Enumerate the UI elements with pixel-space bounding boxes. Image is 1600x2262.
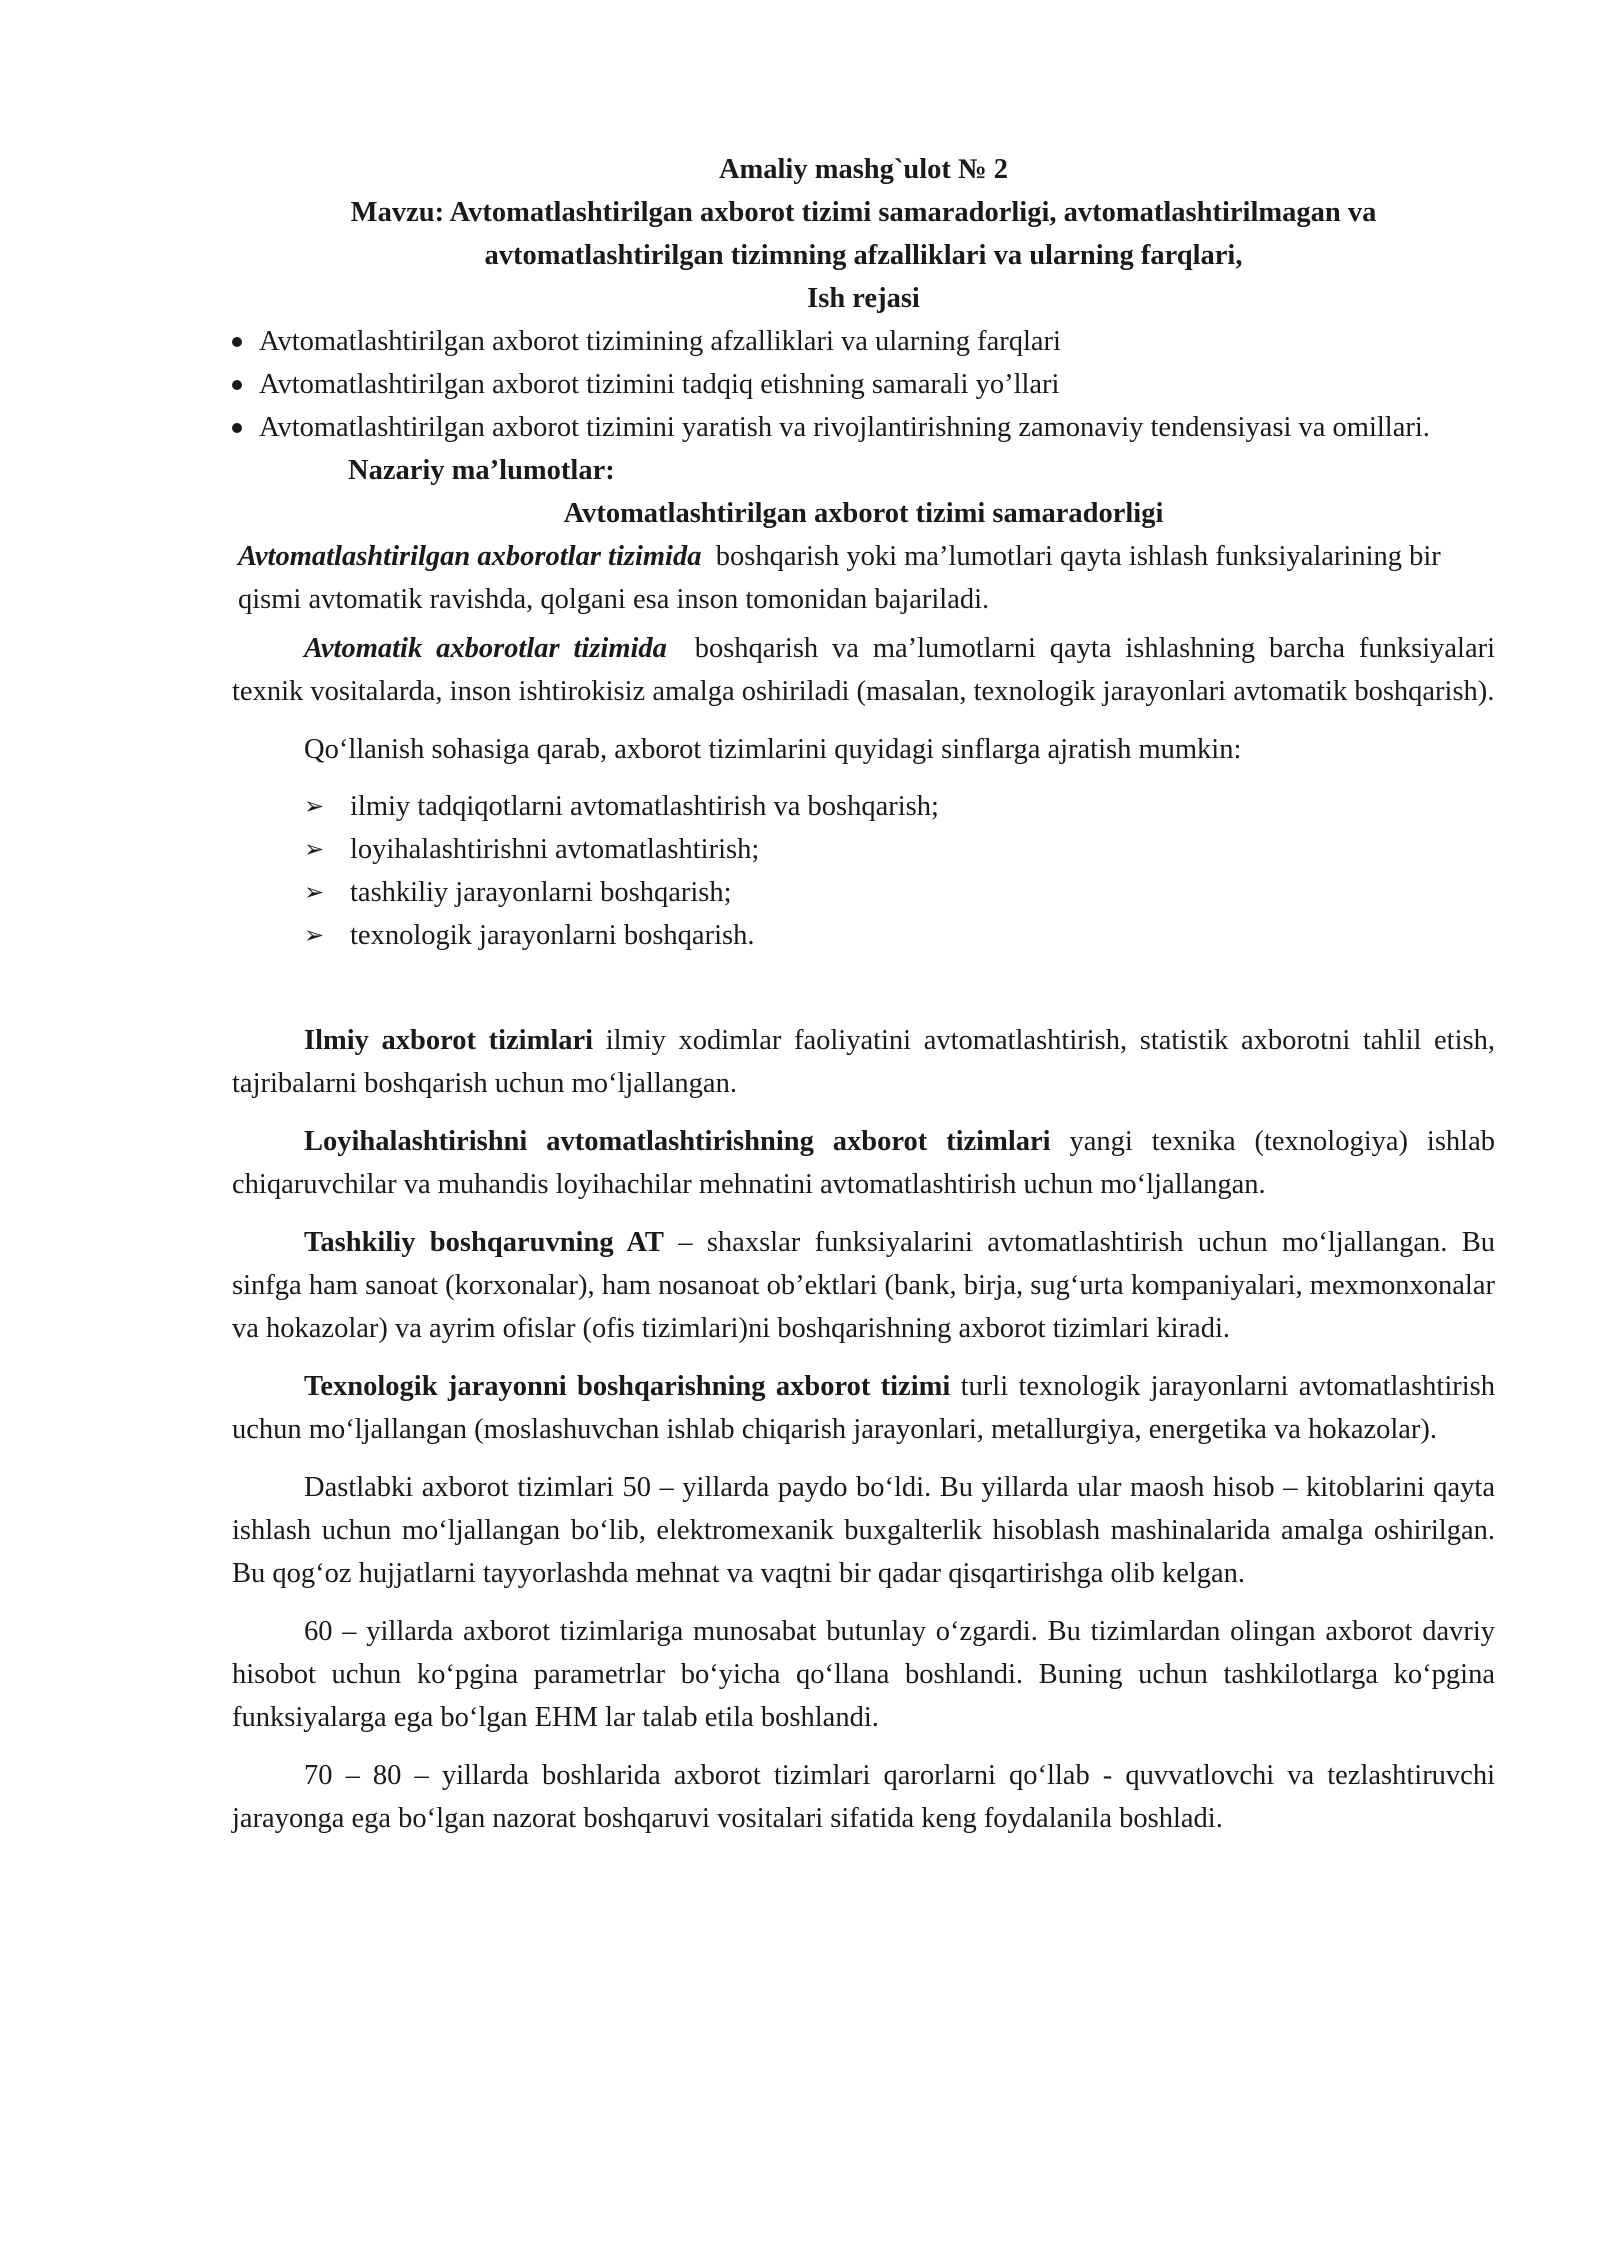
paragraph-history-70s: 70 – 80 – yillarda boshlarida axborot tizimlari qarorlarni qo‘llab - quvvatlovchi va tezlashtiruvchi jarayonga ega bo‘lgan nazorat boshqaruvi vositalari sifatida keng foydalanila boshladi. — [232, 1760, 1495, 1834]
theory-heading: Nazariy ma’lumotlar: — [348, 455, 615, 486]
paragraph-history-60s: 60 – yillarda axborot tizimlariga munosabat butunlay o‘zgardi. Bu tizimlardan olingan axborot davriy hisobot uchun ko‘pgina parametrlar bo‘yicha qo‘llana boshlandi. Buning uchun tashkilotlarga ko‘pgina funksiyalarga ega bo‘lgan EHM lar talab etila boshlandi. — [232, 1616, 1495, 1733]
paragraph-text: – shaxslar funksiyalarini avtomatlashtirish uchun mo‘ljallangan. Bu sinfga ham sanoat (korxonalar), ham nosanoat ob’ektlari (bank, birja, sug‘urta kompaniyalari, mexmonxonalar va hokazolar) va ayrim ofislar (ofis tizimlari)ni boshqarishning axborot tizimlari kiradi. — [232, 1227, 1495, 1344]
arrow-bullet-icon: ➢ — [304, 792, 325, 820]
class-item-text: texnologik jarayonlarni boshqarish. — [350, 920, 755, 951]
paragraph-term: Ilmiy axborot tizimlari — [304, 1025, 594, 1056]
plan-title: Ish rejasi — [807, 283, 920, 314]
arrow-bullet-icon: ➢ — [304, 835, 325, 863]
plan-item-text: Avtomatlashtirilgan axborot tizimini yaratish va rivojlantirishning zamonaviy tendensiyasi va omillari. — [259, 412, 1430, 443]
class-item — [232, 785, 1495, 828]
paragraph-term: Texnologik jarayonni boshqarishning axborot tizimi — [304, 1371, 951, 1402]
class-item-text: tashkiliy jarayonlarni boshqarish; — [350, 877, 732, 908]
definition-text: boshqarish va ma’lumotlarni qayta ishlashning barcha funksiyalari texnik vositalarda, inson ishtirokisiz amalga oshiriladi (masalan, texnologik jarayonlari avtomatik boshqarish). — [232, 633, 1495, 707]
plan-item-text: Avtomatlashtirilgan axborot tizimining afzalliklari va ularning farqlari — [259, 326, 1061, 357]
definition-term: Avtomatik axborotlar tizimida — [304, 633, 667, 664]
topic-line-2: avtomatlashtirilgan tizimning afzalliklari va ularning farqlari, — [484, 240, 1243, 271]
plan-item — [232, 406, 1495, 449]
class-item-text: ilmiy tadqiqotlarni avtomatlashtirish va boshqarish; — [350, 791, 939, 822]
paragraph-term: Loyihalashtirishni avtomatlashtirishning axborot tizimlari — [304, 1126, 1051, 1157]
round-bullet-icon — [232, 337, 242, 347]
arrow-bullet-icon: ➢ — [304, 921, 325, 949]
paragraph-history-50s: Dastlabki axborot tizimlari 50 – yillarda paydo bo‘ldi. Bu yillarda ular maosh hisob – kitoblarini qayta ishlash uchun mo‘ljallangan bo‘lib, elektromexanik buxgalterlik hisoblash mashinalarida amalga oshirilgan. Bu qog‘oz hujjatlarni tayyorlashda mehnat va vaqtni bir qadar qisqartirishga olib kelgan. — [232, 1472, 1495, 1589]
theory-subheading: Avtomatlashtirilgan axborot tizimi samaradorligi — [563, 498, 1164, 529]
paragraph-organizational — [232, 1221, 1495, 1350]
round-bullet-icon — [232, 380, 242, 390]
paragraph-term: Tashkiliy boshqaruvning AT — [304, 1227, 664, 1258]
plan-item — [232, 320, 1495, 363]
plan-list — [232, 320, 1495, 449]
arrow-bullet-icon: ➢ — [304, 878, 325, 906]
topic-line-1: Mavzu: Avtomatlashtirilgan axborot tizimi samaradorligi, avtomatlashtirilmagan va — [350, 197, 1377, 228]
class-item — [232, 871, 1495, 914]
definition-automated — [232, 535, 1495, 621]
class-item-text: loyihalashtirishni avtomatlashtirish; — [350, 834, 760, 865]
document-page — [232, 148, 1495, 1840]
classes-intro: Qo‘llanish sohasiga qarab, axborot tizimlarini quyidagi sinflarga ajratish mumkin: — [304, 734, 1242, 765]
paragraph-text: yangi texnika (texnologiya) ishlab chiqaruvchilar va muhandis loyihachilar mehnatini avtomatlashtirish uchun mo‘ljallangan. — [232, 1126, 1495, 1200]
definition-text: boshqarish yoki ma’lumotlari qayta ishlash funksiyalarining bir qismi avtomatik ravishda, qolgani esa inson tomonidan bajariladi. — [238, 541, 1441, 615]
class-item — [232, 828, 1495, 871]
round-bullet-icon — [232, 423, 242, 433]
paragraph-text: turli texnologik jarayonlarni avtomatlashtirish uchun mo‘ljallangan (moslashuvchan ishlab chiqarish jarayonlari, metallurgiya, energetika va hokazolar). — [232, 1371, 1495, 1445]
plan-item-text: Avtomatlashtirilgan axborot tizimini tadqiq etishning samarali yo’llari — [259, 369, 1060, 400]
class-item — [232, 914, 1495, 957]
paragraph-text: ilmiy xodimlar faoliyatini avtomatlashtirish, statistik axborotni tahlil etish, tajribalarni boshqarish uchun mo‘ljallangan. — [232, 1025, 1495, 1099]
document-title: Amaliy mashg`ulot № 2 — [718, 154, 1009, 185]
paragraph-design — [232, 1120, 1495, 1206]
definition-term: Avtomatlashtirilgan axborotlar tizimida — [238, 541, 702, 572]
classes-list — [232, 785, 1495, 957]
definition-automatic — [232, 627, 1495, 713]
plan-item — [232, 363, 1495, 406]
paragraph-technological — [232, 1365, 1495, 1451]
paragraph-scientific — [232, 1019, 1495, 1105]
